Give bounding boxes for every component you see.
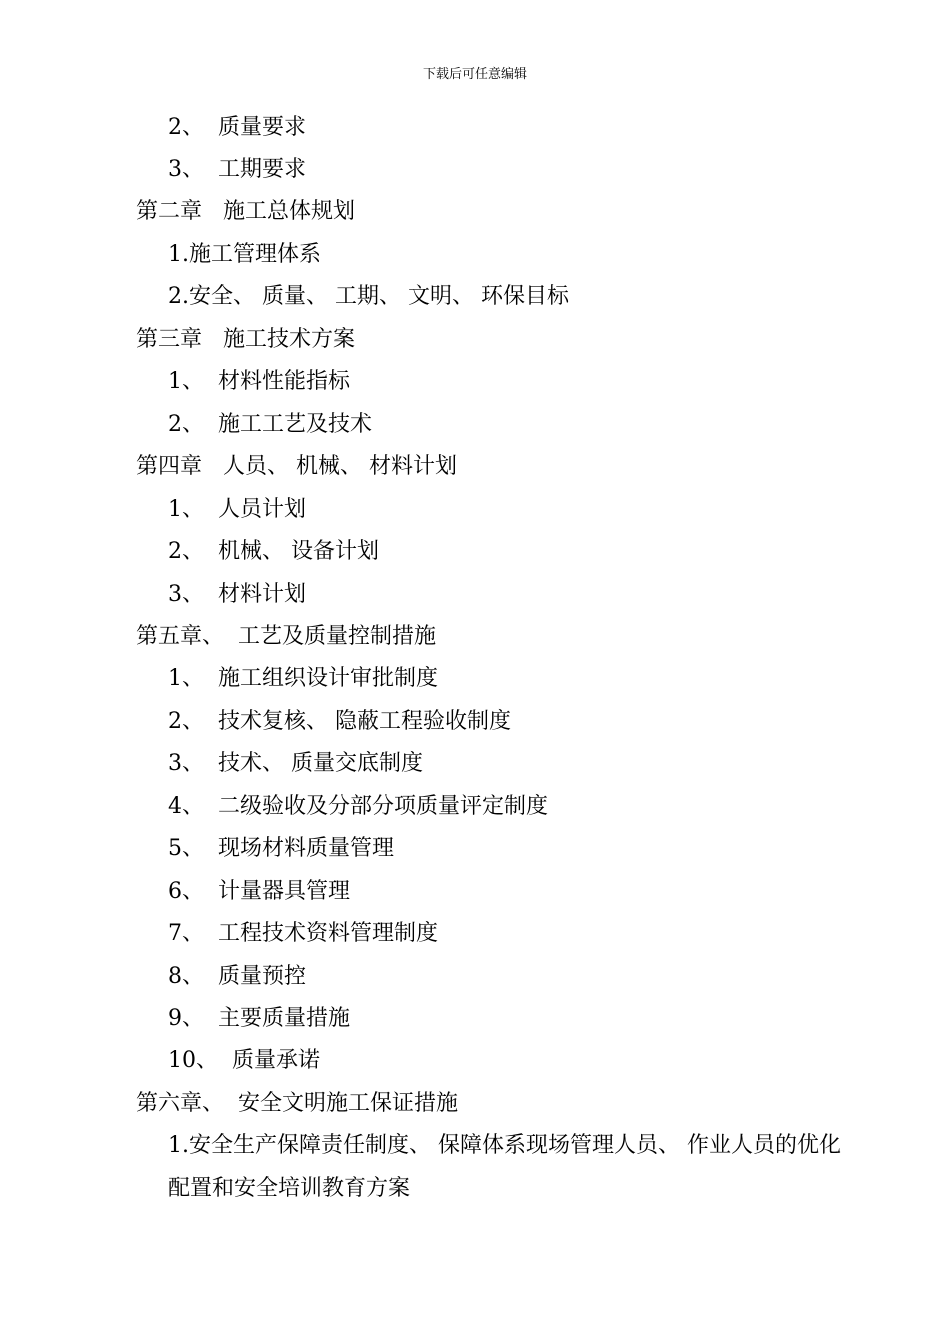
toc-item: 1、 人员计划	[168, 497, 306, 522]
toc-item: 3、 工期要求	[168, 157, 306, 182]
toc-chapter: 第六章、 安全文明施工保证措施	[136, 1091, 458, 1116]
toc-item: 5、 现场材料质量管理	[168, 836, 394, 861]
toc-item: 1、 材料性能指标	[168, 369, 350, 394]
toc-item: 9、 主要质量措施	[168, 1006, 350, 1031]
toc-item: 8、 质量预控	[168, 964, 306, 989]
toc-item: 1.施工管理体系	[168, 242, 321, 267]
toc-item: 2、 机械、 设备计划	[168, 539, 379, 564]
toc-item: 7、 工程技术资料管理制度	[168, 921, 438, 946]
toc-chapter: 第二章 施工总体规划	[136, 199, 355, 224]
toc-chapter: 第五章、 工艺及质量控制措施	[136, 624, 436, 649]
toc-item: 4、 二级验收及分部分项质量评定制度	[168, 794, 548, 819]
page-header: 下载后可任意编辑	[422, 67, 527, 82]
toc-item: 1、 施工组织设计审批制度	[168, 666, 438, 691]
toc-item: 3、 技术、 质量交底制度	[168, 751, 423, 776]
toc-item: 6、 计量器具管理	[168, 879, 350, 904]
toc-item-multiline: 1.安全生产保障责任制度、 保障体系现场管理人员、 作业人员的优化配置和安全培训教育方案	[168, 1133, 841, 1201]
toc-chapter: 第三章 施工技术方案	[136, 327, 355, 352]
toc-item: 3、 材料计划	[168, 582, 306, 607]
toc-item: 2、 技术复核、 隐蔽工程验收制度	[168, 709, 511, 734]
toc-item: 2、 质量要求	[168, 115, 306, 140]
toc-chapter: 第四章 人员、 机械、 材料计划	[136, 454, 457, 479]
toc-item: 2.安全、 质量、 工期、 文明、 环保目标	[168, 284, 569, 309]
toc-item: 2、 施工工艺及技术	[168, 412, 372, 437]
toc-item: 10、 质量承诺	[168, 1048, 320, 1073]
